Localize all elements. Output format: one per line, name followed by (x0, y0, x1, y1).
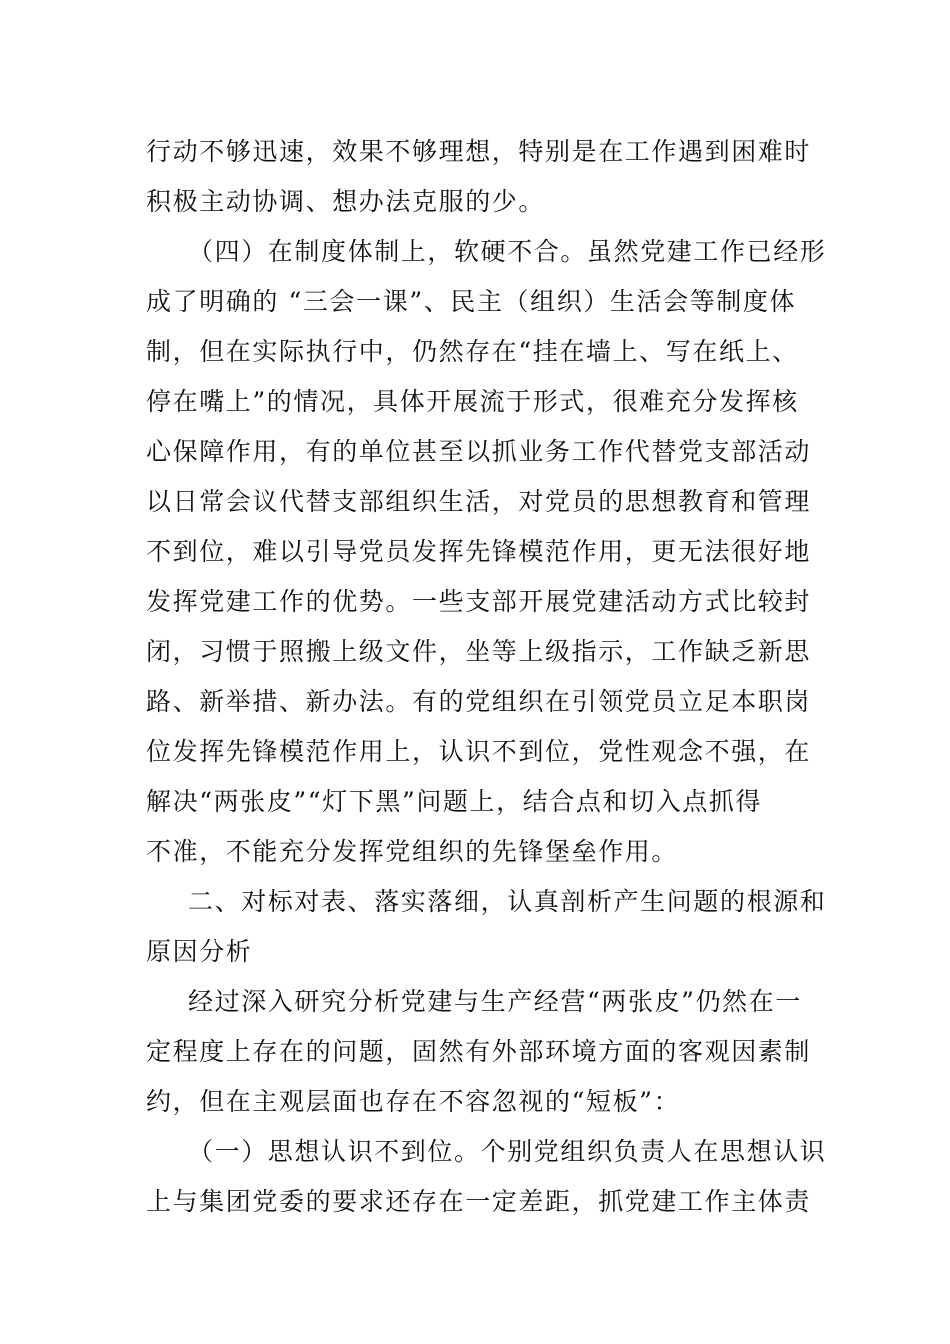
text-line: 行动不够迅速，效果不够理想，特别是在工作遇到困难时 (146, 137, 812, 166)
text-line: 上与集团党委的要求还存在一定差距，抓党建工作主体责 (146, 1187, 812, 1216)
text-line: 停在嘴上”的情况，具体开展流于形式，很难充分发挥核 (146, 387, 799, 416)
text-line: 不到位，难以引导党员发挥先锋模范作用，更无法很好地 (146, 537, 812, 566)
text-line: 位发挥先锋模范作用上，认识不到位，党性观念不强，在 (146, 737, 812, 766)
text-line: 发挥党建工作的优势。一些支部开展党建活动方式比较封 (146, 587, 812, 616)
text-line: 以日常会议代替支部组织生活，对党员的思想教育和管理 (146, 487, 812, 516)
section-heading-line: 原因分析 (146, 937, 253, 966)
text-line: 定程度上存在的问题，固然有外部环境方面的客观因素制 (146, 1037, 812, 1066)
text-line: 闭，习惯于照搬上级文件，坐等上级指示，工作缺乏新思 (146, 637, 812, 666)
text-line: 不准，不能充分发挥党组织的先锋堡垒作用。 (146, 837, 679, 866)
paragraph-start-line: 经过深入研究分析党建与生产经营“两张皮”仍然在一 (188, 987, 802, 1016)
text-line: 约，但在主观层面也存在不容忽视的“短板”： (146, 1087, 681, 1116)
paragraph-start-line: （四）在制度体制上，软硬不合。虽然党建工作已经形 (188, 237, 827, 266)
section-heading-line: 二、对标对表、落实落细，认真剖析产生问题的根源和 (188, 887, 827, 916)
text-line: 路、新举措、新办法。有的党组织在引领党员立足本职岗 (146, 687, 812, 716)
text-line: 成了明确的 “三会一课”、民主（组织）生活会等制度体 (146, 287, 797, 316)
text-line: 制，但在实际执行中，仍然存在“挂在墙上、写在纸上、 (146, 337, 799, 366)
paragraph-start-line: （一）思想认识不到位。个别党组织负责人在思想认识 (188, 1137, 827, 1166)
text-line: 积极主动协调、想办法克服的少。 (146, 187, 546, 216)
text-line: 心保障作用，有的单位甚至以抓业务工作代替党支部活动 (146, 437, 812, 466)
text-line: 解决“两张皮”“灯下黑”问题上，结合点和切入点抓得 (146, 787, 763, 816)
